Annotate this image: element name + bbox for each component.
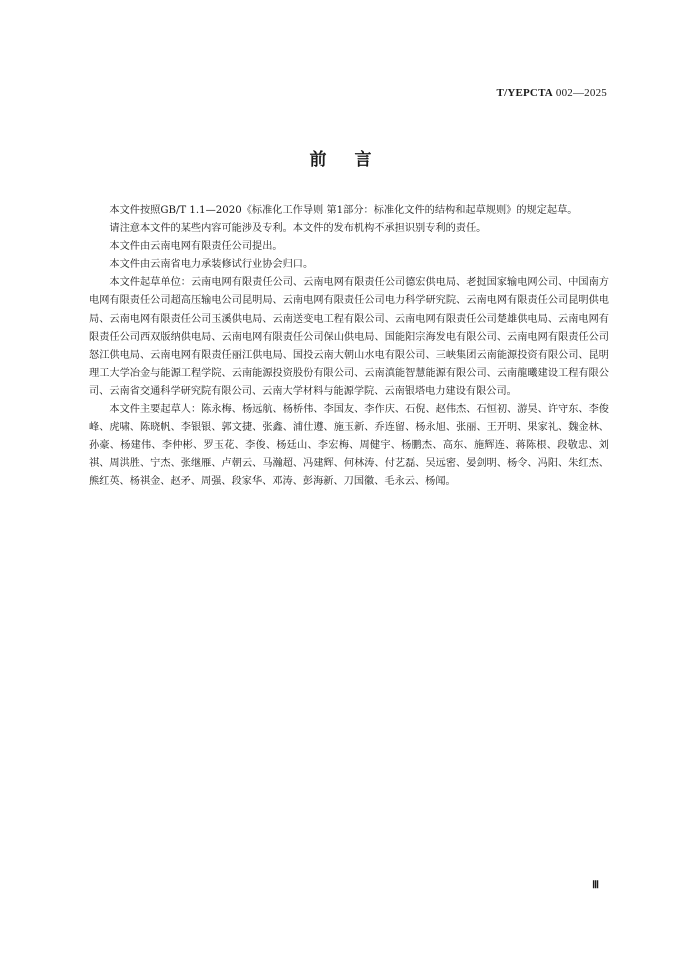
page-number: Ⅲ <box>592 880 599 891</box>
paragraph-centralized-unit: 本文件由云南省电力承装修试行业协会归口。 <box>109 259 314 271</box>
paragraph-patent-notice: 请注意本文件的某些内容可能涉及专利。本文件的发布机构不承担识别专利的责任。 <box>109 223 487 235</box>
document-code-prefix: T/YEPCTA <box>496 87 553 99</box>
document-code <box>497 87 607 99</box>
paragraph-drafting-units: 本文件起草单位：云南电网有限责任公司、云南电网有限责任公司德宏供电局、老挝国家输电网公司、中国南方电网有限责任公司超高压输电公司昆明局、云南电网有限责任公司电力科学研究院、云南电网有限责任公司昆明供电局、云南电网有限责任公司玉溪供电局、云南送变电工程有限公司、云南电网有限责任公司楚雄供电局、云南电网有限责任公司西双版纳供电局、云南电网有限责任公司保山供电局、国能阳宗海发电有限公司、云南电网有限责任公司怒江供电局、云南电网有限责任丽江供电局、国投云南大朝山水电有限公司、三峡集团云南能源投资有限公司、昆明理工大学冶金与能源工程学院、云南能源投资股份有限公司、云南滇能智慧能源有限公司、云南龍曦建设工程有限公司、云南省交通科学研究院有限公司、云南大学材料与能源学院、云南银塔电力建设有限公司。 <box>89 277 609 397</box>
paragraph-proposer: 本文件由云南电网有限责任公司提出。 <box>109 241 283 253</box>
paragraph-drafters: 本文件主要起草人：陈永梅、杨远航、杨桥伟、李国友、李作庆、石倪、赵伟杰、石恒初、游昊、许守东、李俊峰、虎啸、陈晓帆、李银银、郭文捷、张鑫、浦仕遵、施玉新、乔连留、杨永旭、张丽、王开明、果家礼、魏金林、孙豪、杨建伟、李仲彬、罗玉花、李俊、杨廷山、李宏梅、周健宇、杨鹏杰、高东、施辉连、蒋陈根、段敬忠、刘祺、周洪胜、宁杰、张继雁、卢朝云、马瀚超、冯建辉、何林涛、付艺磊、吴远密、晏剑明、杨令、冯阳、朱红杰、熊红英、杨祺金、赵矛、周强、段家华、邓涛、彭海新、刀国徽、毛永云、杨闻。 <box>89 404 609 488</box>
foreword-body <box>89 202 609 492</box>
document-code-number: 002—2025 <box>552 87 607 99</box>
paragraph-drafting-basis: 本文件按照GB/T 1.1—2020《标准化工作导则 第1部分：标准化文件的结构和起草规则》的规定起草。 <box>109 205 578 216</box>
page-title: 前言 <box>309 150 400 170</box>
